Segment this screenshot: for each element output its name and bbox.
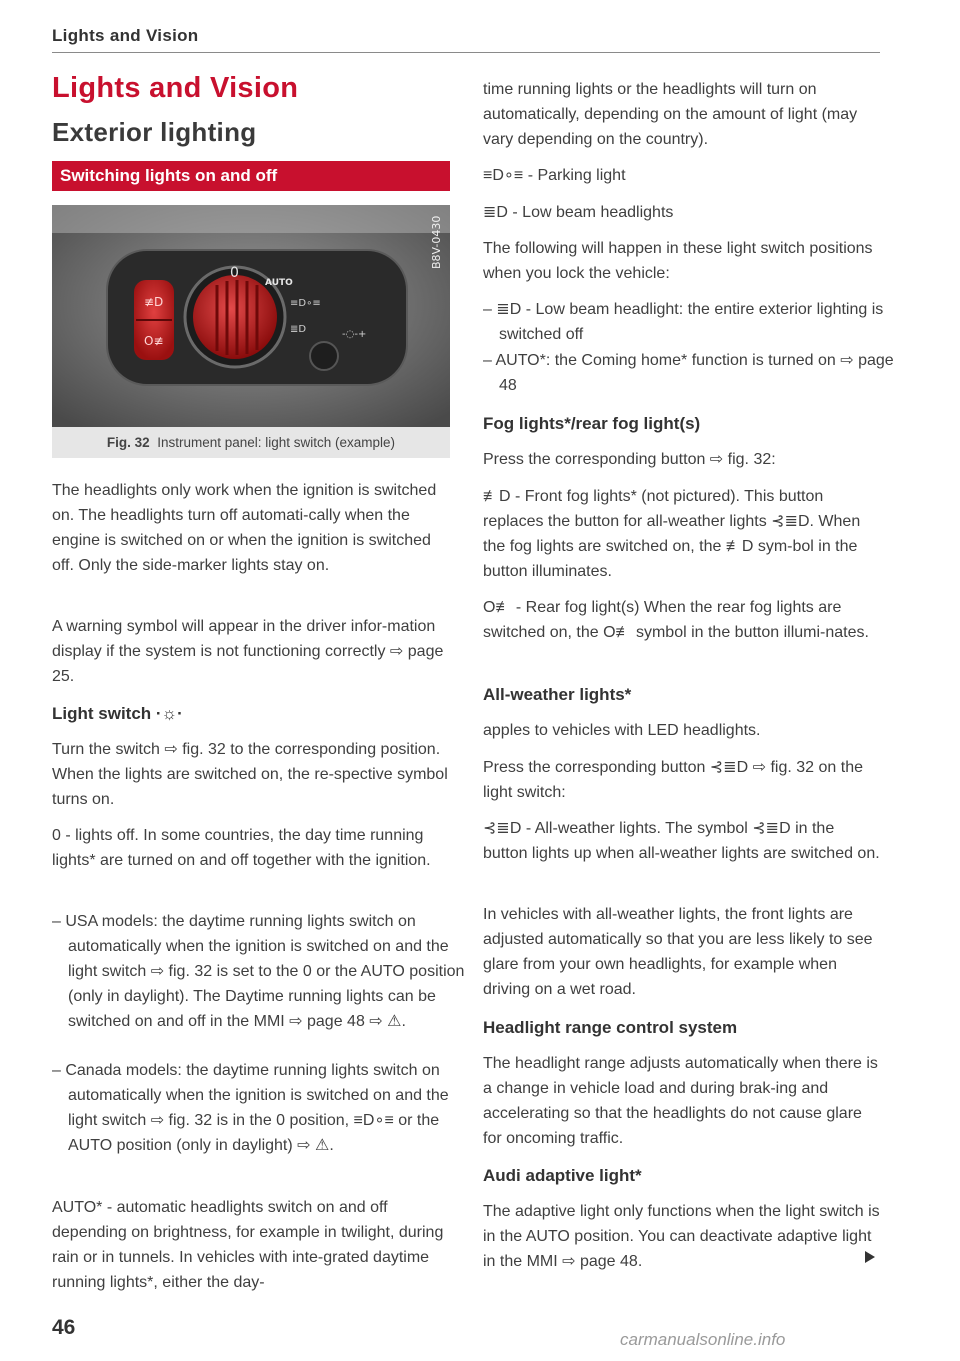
- left-paragraph-1: The headlights only work when the ignition is switched on. The headlights turn off automati-cally when the engine is switched on or when the ignition is switched off. Only the side-marker lights stay on.: [52, 482, 437, 574]
- right-paragraph-5: O≢ - Rear fog light(s) When the rear fog lights are switched on, the O≢ symbol in the button illumi-nates.: [483, 599, 869, 641]
- page-number: 46: [52, 1316, 76, 1339]
- list-item-low-beam: – ≣D - Low beam headlight: the entire exterior lighting is switched off: [483, 301, 884, 343]
- heading-fog-lights: Fog lights*/rear fog light(s): [483, 414, 701, 433]
- right-paragraph-8: ⊰≣D - All-weather lights. The symbol ⊰≣D in the button lights up when all-weather lights are switched on.: [483, 820, 880, 862]
- right-paragraph-1: time running lights or the headlights will turn on automatically, depending on the amount of light (may vary depending on the country).: [483, 81, 858, 148]
- right-paragraph-3: Press the corresponding button ⇨ fig. 32:: [483, 451, 776, 468]
- running-header: Lights and Vision: [52, 26, 199, 45]
- right-paragraph-6: apples to vehicles with LED headlights.: [483, 722, 761, 739]
- heading-range-control: Headlight range control system: [483, 1018, 738, 1037]
- heading-light-switch: Light switch ·☼·: [52, 704, 183, 723]
- figure-light-switch: [52, 205, 450, 427]
- header-rule: [52, 52, 880, 53]
- svg-text:O≢: O≢: [144, 334, 164, 348]
- low-beam-entry: ≣D - Low beam headlights: [483, 204, 674, 221]
- svg-text:≣D: ≣D: [290, 324, 307, 335]
- left-paragraph-5: AUTO* - automatic headlights switch on and off depending on brightness, for example in twilight, during rain or in tunnels. In vehicles with inte-grated daytime running lights*, either the day-: [52, 1199, 444, 1291]
- right-paragraph-4: ≢D - Front fog lights* (not pictured). This button replaces the button for all-weather lights ⊰≣D. When the fog lights are switched on, the ≢D sym-bol in the button illuminates.: [483, 488, 861, 580]
- list-item-canada: – Canada models: the daytime running lights switch on automatically when the ignition is switched on and the light switch ⇨ fig. 32 is in the 0 position, ≡D∘≡ or the AUTO position (only in daylight) ⇨ ⚠.: [52, 1062, 449, 1154]
- right-paragraph-10: The headlight range adjusts automatically when there is a change in vehicle load and during brak-ing and accelerating so that the headlights do not cause glare for oncoming traffic.: [483, 1055, 878, 1147]
- caption-number: Fig. 32: [106, 435, 150, 450]
- subsection-title: Exterior lighting: [52, 117, 257, 147]
- left-paragraph-4: 0 - lights off. In some countries, the day time running lights* are turned on and off together with the ignition.: [52, 827, 431, 869]
- dimmer-knob: [310, 342, 338, 370]
- section-title: Lights and Vision: [52, 72, 299, 104]
- svg-text:≡D∘≡: ≡D∘≡: [290, 298, 321, 309]
- caption-text: Instrument panel: light switch (example): [157, 435, 396, 450]
- heading-adaptive-light: Audi adaptive light*: [483, 1166, 642, 1185]
- section-banner: Switching lights on and off: [52, 161, 450, 191]
- svg-text:-◌‑+: -◌‑+: [342, 329, 367, 340]
- dial-label-auto: AUTO: [265, 278, 293, 288]
- watermark: carmanualsonline.info: [620, 1330, 786, 1349]
- list-item-usa: – USA models: the daytime running lights switch on automatically when the ignition is switched on and the light switch ⇨ fig. 32 is set to the 0 or the AUTO position (only in daylight). The Daytime running lights can be switched on and off in the MMI ⇨ page 48 ⇨ ⚠.: [52, 913, 465, 1030]
- parking-light-entry: ≡D∘≡ - Parking light: [483, 167, 626, 184]
- figure-caption: [52, 427, 450, 458]
- left-paragraph-2: A warning symbol will appear in the driver infor-mation display if the system is not functioning correctly ⇨ page 25.: [52, 618, 444, 685]
- svg-text:≢D: ≢D: [144, 295, 164, 309]
- right-paragraph-9: In vehicles with all-weather lights, the front lights are adjusted automatically so that you are less likely to see glare from your own headlights, for example when driving on a wet road.: [483, 906, 873, 998]
- dial-label-zero: 0: [230, 265, 239, 281]
- right-paragraph-2: The following will happen in these light switch positions when you lock the vehicle:: [483, 240, 873, 282]
- left-paragraph-3: Turn the switch ⇨ fig. 32 to the corresponding position. When the lights are switched on, the re-spective symbol turns on.: [52, 741, 448, 808]
- light-switch-illustration: [52, 205, 450, 427]
- figure-code: B8V-0430: [430, 215, 443, 269]
- right-paragraph-7: Press the corresponding button ⊰≣D ⇨ fig. 32 on the light switch:: [483, 759, 863, 801]
- right-paragraph-11: The adaptive light only functions when the light switch is in the AUTO position. You can deactivate adaptive light in the MMI ⇨ page 48.: [483, 1203, 880, 1270]
- list-item-auto: – AUTO*: the Coming home* function is turned on ⇨ page 48: [483, 352, 894, 394]
- continue-arrow-icon: [865, 1251, 875, 1263]
- heading-all-weather: All-weather lights*: [483, 685, 632, 704]
